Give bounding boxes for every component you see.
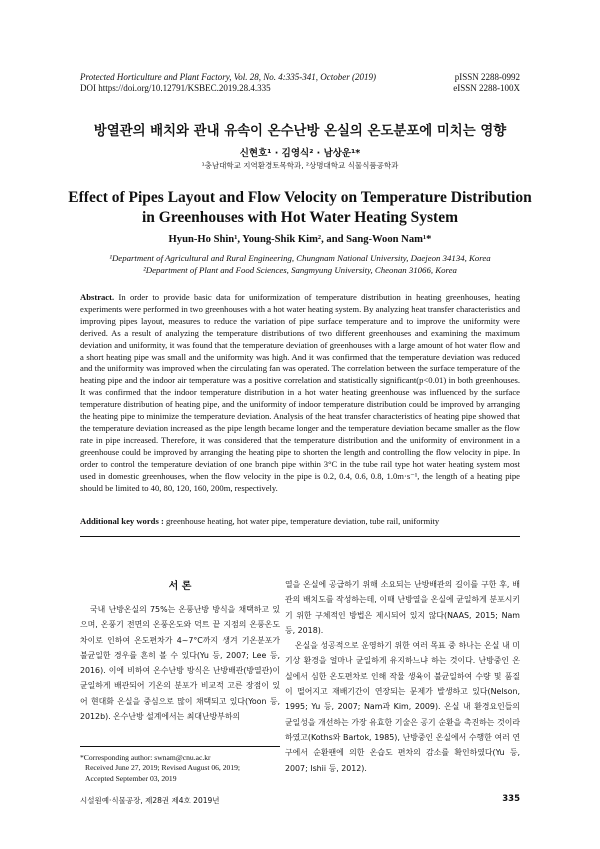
right-column-paragraph-1: 열을 온실에 공급하기 위해 소요되는 난방배관의 길이를 구한 후, 배관의 배치도를 작성하는데, 이때 난방열을 온실에 균일하게 분포시키기 위한 구체적인 방법은 제시되어 있지 않다(NAAS, 2015; Nam 등, 2018). [285, 580, 520, 635]
right-column-paragraph-2: 온실을 성공적으로 운영하기 위한 여러 목표 중 하나는 온실 내 미기상 환경을 얼마나 균일하게 유지하느냐 하는 것이다. 난방중인 온실에서 심한 온도편차로 인해 작물 생육이 불균일하여 수량 및 품질이 떨어지고 재배기간이 연장되는 문제가 발생하고 있다(Nelson, 1995; Yu 등, 2007; Nam과 Kim, 2009). 온실 내 환경요인들의 균일성을 개선하는 가장 유효한 기술은 공기 순환을 촉진하는 것이라 하였고(Koths와 Bartok, 1985), 난방중인 온실에서 수행한 여러 연구에서 순환팬에 의한 온습도 편차의 감소를 확인하였다(Yu 등, 2007; Ishii 등, 2012). [285, 641, 520, 773]
pissn: pISSN 2288-0992 [454, 72, 520, 82]
corresponding-author: *Corresponding author: swnam@cnu.ac.kr [80, 753, 211, 762]
accepted-date: Accepted September 03, 2019 [85, 773, 177, 783]
section-title: 서 론 [168, 581, 192, 592]
keywords-text: greenhouse heating, hot water pipe, temperature deviation, tube rail, uniformity [165, 516, 440, 526]
english-affiliation-1: ¹Department of Agricultural and Rural Engineering, Chungnam National University, Daejeon 34134, Korea [109, 253, 491, 263]
korean-title: 방열관의 배치와 관내 유속이 온수난방 온실의 온도분포에 미치는 영향 [93, 124, 507, 139]
keywords-label: Additional key words : [80, 516, 164, 526]
footer-journal: 시설원예·식물공장, 제28권 제4호 2019년 [80, 796, 220, 805]
keywords [80, 516, 520, 526]
left-column-paragraph: 국내 난방온실의 75%는 온풍난방 방식을 채택하고 있으며, 온풍기 전면의 온풍온도와 덕트 끝 지점의 온풍온도 차이로 인하여 온도편차가 4~7°C까지 생겨 기온분포가 불균일한 경우를 흔히 볼 수 있다(Yu 등, 2007; Lee 등, 2016). 이에 비하여 온수난방 방식은 난방배관(방열관)이 균일하게 배관되어 기온의 분포가 비교적 고른 장점이 있어 현대화 온실을 중심으로 많이 채택되고 있다(Yoon 등, 2012b). 온수난방 설계에서는 최대난방부하의 [80, 605, 280, 722]
korean-authors: 신현호¹ · 김영식² · 남상운¹* [239, 148, 361, 159]
korean-affiliations: ¹충남대학교 지역환경토목학과, ²상명대학교 식물식품공학과 [201, 161, 399, 170]
received-dates: Received June 27, 2019; Revised August 06, 2019; [85, 763, 241, 773]
divider-rule [80, 536, 520, 537]
eissn: eISSN 2288-100X [453, 83, 520, 93]
english-affiliations [0, 252, 600, 276]
english-title-line2: in Greenhouses with Hot Water Heating System [141, 209, 459, 226]
left-column [80, 602, 280, 724]
footnote [80, 753, 280, 784]
abstract [80, 292, 520, 494]
abstract-text: In order to provide basic data for uniformization of temperature distribution in heating greenhouses, heating experiments were performed in two greenhouses with a hot water heating system. By analyzing heat transfer characteristics and improving pipes layout, measures to reduce the variation of pipe surface temperature and to improve the uniformity were derived. As a result of analyzing the temperature distributions of two different greenhouses and examining the maximum deviation and uniformity, it was found that the temperature deviation of greenhouses with a large amount of hot water flow and a short heating pipe was small and the uniformity was high. And it was confirmed that the temperature deviation was reduced and the uniformity was improved when the circulating fan was operated. The correlation between the surface temperature of the heating pipe and the indoor air temperature was a positive correlation and statistically significant(p<0.01) in both greenhouses. It was confirmed that the indoor temperature distribution in a hot water heating greenhouse was influenced by the surface temperature distribution of heating pipe, and the uniformity of indoor temperature distribution could be improved by arranging the heating pipe to minimize the temperature deviation. Analysis of the heat transfer characteristics of heating pipe showed that the temperature deviation increased as the pipe length became longer and the temperature deviation became smaller as the flow rate in pipe increased. Therefore, it was considered that the temperature distribution and the uniformity of environment in a greenhouse could be improved by arranging the heating pipe to shorten the length and controlling the flow velocity in pipe. In order to control the temperature deviation of one branch pipe within 3°C in the tube rail type hot water heating system most used in domestic greenhouses, when the flow velocity in the pipe is 0.2, 0.4, 0.6, 0.8, 1.0m·s⁻¹, the length of a heating pipe should be limited to 40, 80, 120, 160, 200m, respectively. [80, 292, 520, 493]
english-affiliation-2: ²Department of Plant and Food Sciences, Sangmyung University, Cheonan 31066, Korea [143, 265, 457, 275]
english-authors: Hyun-Ho Shin¹, Young-Shik Kim², and Sang-Woon Nam¹* [168, 234, 432, 245]
journal-line: Protected Horticulture and Plant Factory, Vol. 28, No. 4:335-341, October (2019) [80, 72, 377, 82]
footnote-rule [80, 746, 280, 747]
english-title-line1: Effect of Pipes Layout and Flow Velocity on Temperature Distribution [68, 189, 532, 206]
right-column [285, 577, 520, 776]
english-title [0, 188, 600, 228]
abstract-label: Abstract. [80, 292, 115, 302]
page-number: 335 [502, 794, 520, 804]
doi-line: DOI https://doi.org/10.12791/KSBEC.2019.28.4.335 [80, 83, 271, 93]
